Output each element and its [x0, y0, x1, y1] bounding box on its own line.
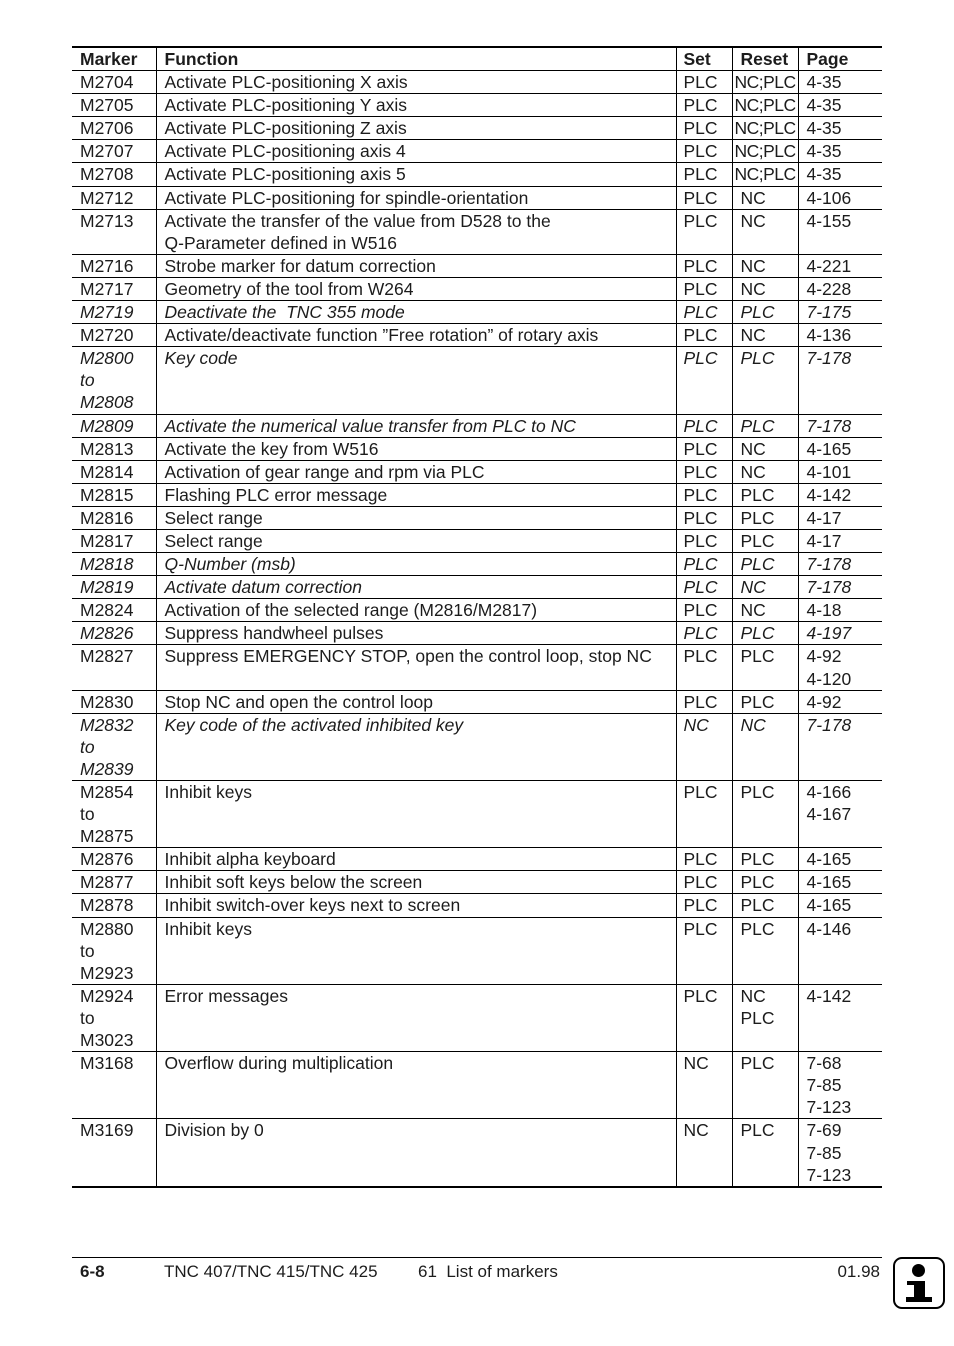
page-cell: 4-35: [798, 117, 882, 140]
reset-cell: NC: [732, 209, 798, 254]
reset-cell: NC;PLC: [732, 140, 798, 163]
function-cell: Flashing PLC error message: [156, 483, 676, 506]
page-cell: 7-178: [798, 553, 882, 576]
page-cell: 7-69 7-85 7-123: [798, 1119, 882, 1187]
reset-cell: PLC: [732, 529, 798, 552]
page-cell: 4-165: [798, 894, 882, 917]
table-row: [72, 848, 882, 871]
table-row: [72, 645, 882, 690]
function-cell: Inhibit keys: [156, 781, 676, 848]
table-header-row: [72, 47, 882, 71]
table-row: [72, 917, 882, 984]
page-cell: 4-35: [798, 163, 882, 186]
marker-cell: M2708: [72, 163, 156, 186]
reset-cell: PLC: [732, 871, 798, 894]
set-cell: PLC: [676, 622, 732, 645]
table-row: [72, 94, 882, 117]
marker-cell: M2704: [72, 71, 156, 94]
table-row: [72, 871, 882, 894]
table-row: [72, 347, 882, 414]
page-cell: 7-178: [798, 576, 882, 599]
function-cell: Activate PLC-positioning axis 4: [156, 140, 676, 163]
page-cell: 4-146: [798, 917, 882, 984]
reset-cell: PLC: [732, 781, 798, 848]
function-cell: Activate datum correction: [156, 576, 676, 599]
page-cell: 4-35: [798, 140, 882, 163]
page-cell: 4-165: [798, 871, 882, 894]
set-cell: PLC: [676, 848, 732, 871]
header-set: Set: [676, 47, 732, 71]
header-marker: Marker: [72, 47, 156, 71]
set-cell: PLC: [676, 871, 732, 894]
set-cell: NC: [676, 713, 732, 780]
reset-cell: NC;PLC: [732, 94, 798, 117]
function-cell: Inhibit soft keys below the screen: [156, 871, 676, 894]
page-cell: 4-18: [798, 599, 882, 622]
table-row: [72, 186, 882, 209]
function-cell: Division by 0: [156, 1119, 676, 1187]
reset-cell: PLC: [732, 690, 798, 713]
set-cell: NC: [676, 1119, 732, 1187]
info-icon-dot: [912, 1264, 925, 1277]
page-cell: 4-17: [798, 529, 882, 552]
set-cell: PLC: [676, 94, 732, 117]
marker-cell: M2880 to M2923: [72, 917, 156, 984]
set-cell: PLC: [676, 277, 732, 300]
marker-cell: M3169: [72, 1119, 156, 1187]
markers-table: [72, 46, 882, 1188]
reset-cell: NC: [732, 186, 798, 209]
reset-cell: NC: [732, 460, 798, 483]
page-cell: 4-166 4-167: [798, 781, 882, 848]
reset-cell: PLC: [732, 347, 798, 414]
header-page: Page: [798, 47, 882, 71]
table-row: [72, 506, 882, 529]
function-cell: Suppress EMERGENCY STOP, open the control loop, stop NC: [156, 645, 676, 690]
marker-cell: M2819: [72, 576, 156, 599]
marker-cell: M2809: [72, 414, 156, 437]
reset-cell: PLC: [732, 645, 798, 690]
footer-date: 01.98: [837, 1262, 880, 1281]
set-cell: PLC: [676, 186, 732, 209]
function-cell: Activate the transfer of the value from D528 to the Q-Parameter defined in W516: [156, 209, 676, 254]
marker-cell: M2813: [72, 437, 156, 460]
marker-cell: M2712: [72, 186, 156, 209]
reset-cell: NC: [732, 324, 798, 347]
function-cell: Activate the numerical value transfer from PLC to NC: [156, 414, 676, 437]
table-row: [72, 209, 882, 254]
function-cell: Activate PLC-positioning X axis: [156, 71, 676, 94]
marker-cell: M2924 to M3023: [72, 984, 156, 1051]
header-reset: Reset: [732, 47, 798, 71]
page-cell: 4-165: [798, 848, 882, 871]
set-cell: PLC: [676, 347, 732, 414]
marker-cell: M2877: [72, 871, 156, 894]
marker-cell: M2854 to M2875: [72, 781, 156, 848]
markers-table-body: [72, 71, 882, 1187]
set-cell: PLC: [676, 690, 732, 713]
set-cell: PLC: [676, 599, 732, 622]
set-cell: NC: [676, 1052, 732, 1119]
footer-product: TNC 407/TNC 415/TNC 425: [164, 1262, 378, 1281]
set-cell: PLC: [676, 506, 732, 529]
function-cell: Select range: [156, 529, 676, 552]
function-cell: Suppress handwheel pulses: [156, 622, 676, 645]
table-row: [72, 1052, 882, 1119]
marker-cell: M2717: [72, 277, 156, 300]
set-cell: PLC: [676, 437, 732, 460]
reset-cell: PLC: [732, 622, 798, 645]
set-cell: PLC: [676, 71, 732, 94]
reset-cell: NC;PLC: [732, 163, 798, 186]
function-cell: Q-Number (msb): [156, 553, 676, 576]
marker-cell: M2832 to M2839: [72, 713, 156, 780]
marker-cell: M2713: [72, 209, 156, 254]
page-cell: 4-142: [798, 984, 882, 1051]
function-cell: Activation of gear range and rpm via PLC: [156, 460, 676, 483]
set-cell: PLC: [676, 917, 732, 984]
set-cell: PLC: [676, 645, 732, 690]
page-cell: 4-35: [798, 71, 882, 94]
set-cell: PLC: [676, 460, 732, 483]
table-row: [72, 483, 882, 506]
function-cell: Activate PLC-positioning Z axis: [156, 117, 676, 140]
table-row: [72, 71, 882, 94]
page-cell: 4-92: [798, 690, 882, 713]
marker-cell: M2826: [72, 622, 156, 645]
marker-cell: M2876: [72, 848, 156, 871]
footer-rule: [72, 1257, 882, 1258]
marker-cell: M2716: [72, 254, 156, 277]
marker-cell: M2817: [72, 529, 156, 552]
reset-cell: NC: [732, 277, 798, 300]
table-row: [72, 894, 882, 917]
set-cell: PLC: [676, 163, 732, 186]
function-cell: Inhibit switch-over keys next to screen: [156, 894, 676, 917]
page-cell: 4-106: [798, 186, 882, 209]
reset-cell: NC: [732, 254, 798, 277]
page-cell: 7-178: [798, 713, 882, 780]
header-function: Function: [156, 47, 676, 71]
marker-cell: M2830: [72, 690, 156, 713]
set-cell: PLC: [676, 781, 732, 848]
reset-cell: NC;PLC: [732, 71, 798, 94]
marker-cell: M2800 to M2808: [72, 347, 156, 414]
marker-cell: M2706: [72, 117, 156, 140]
reset-cell: NC: [732, 576, 798, 599]
marker-cell: M2818: [72, 553, 156, 576]
page-cell: 4-197: [798, 622, 882, 645]
reset-cell: PLC: [732, 1052, 798, 1119]
page-cell: 4-101: [798, 460, 882, 483]
footer-page-number: 6-8: [80, 1262, 105, 1281]
marker-cell: M2719: [72, 301, 156, 324]
set-cell: PLC: [676, 894, 732, 917]
marker-cell: M2827: [72, 645, 156, 690]
table-row: [72, 460, 882, 483]
table-row: [72, 140, 882, 163]
page-cell: 4-155: [798, 209, 882, 254]
info-icon-serif-base: [906, 1297, 932, 1302]
marker-cell: M2814: [72, 460, 156, 483]
set-cell: PLC: [676, 254, 732, 277]
reset-cell: NC;PLC: [732, 117, 798, 140]
table-row: [72, 301, 882, 324]
page-cell: 4-165: [798, 437, 882, 460]
page-cell: 7-175: [798, 301, 882, 324]
set-cell: PLC: [676, 414, 732, 437]
reset-cell: PLC: [732, 917, 798, 984]
table-row: [72, 163, 882, 186]
function-cell: Error messages: [156, 984, 676, 1051]
set-cell: PLC: [676, 529, 732, 552]
set-cell: PLC: [676, 576, 732, 599]
table-row: [72, 1119, 882, 1187]
function-cell: Deactivate the TNC 355 mode: [156, 301, 676, 324]
function-cell: Inhibit keys: [156, 917, 676, 984]
reset-cell: PLC: [732, 414, 798, 437]
reset-cell: PLC: [732, 848, 798, 871]
set-cell: PLC: [676, 483, 732, 506]
info-icon: [893, 1257, 945, 1309]
table-row: [72, 713, 882, 780]
table-row: [72, 690, 882, 713]
marker-cell: M2720: [72, 324, 156, 347]
table-row: [72, 984, 882, 1051]
function-cell: Activate/deactivate function ”Free rotation” of rotary axis: [156, 324, 676, 347]
table-row: [72, 414, 882, 437]
table-row: [72, 117, 882, 140]
function-cell: Activate PLC-positioning for spindle-orientation: [156, 186, 676, 209]
reset-cell: NC: [732, 599, 798, 622]
function-cell: Activation of the selected range (M2816/M2817): [156, 599, 676, 622]
reset-cell: NC: [732, 713, 798, 780]
function-cell: Geometry of the tool from W264: [156, 277, 676, 300]
reset-cell: NC PLC: [732, 984, 798, 1051]
reset-cell: PLC: [732, 506, 798, 529]
page-cell: 4-92 4-120: [798, 645, 882, 690]
page-cell: 4-228: [798, 277, 882, 300]
table-row: [72, 553, 882, 576]
table-row: [72, 781, 882, 848]
set-cell: PLC: [676, 140, 732, 163]
function-cell: Stop NC and open the control loop: [156, 690, 676, 713]
marker-cell: M2878: [72, 894, 156, 917]
reset-cell: PLC: [732, 1119, 798, 1187]
marker-cell: M2824: [72, 599, 156, 622]
page-cell: 4-221: [798, 254, 882, 277]
reset-cell: PLC: [732, 301, 798, 324]
reset-cell: PLC: [732, 553, 798, 576]
reset-cell: NC: [732, 437, 798, 460]
set-cell: PLC: [676, 209, 732, 254]
function-cell: Select range: [156, 506, 676, 529]
marker-cell: M2816: [72, 506, 156, 529]
marker-cell: M2705: [72, 94, 156, 117]
marker-cell: M2815: [72, 483, 156, 506]
page-cell: 4-17: [798, 506, 882, 529]
table-row: [72, 599, 882, 622]
function-cell: Overflow during multiplication: [156, 1052, 676, 1119]
table-row: [72, 277, 882, 300]
table-row: [72, 324, 882, 347]
set-cell: PLC: [676, 984, 732, 1051]
table-row: [72, 529, 882, 552]
function-cell: Activate the key from W516: [156, 437, 676, 460]
reset-cell: PLC: [732, 894, 798, 917]
reset-cell: PLC: [732, 483, 798, 506]
page-cell: 7-178: [798, 414, 882, 437]
function-cell: Key code of the activated inhibited key: [156, 713, 676, 780]
table-row: [72, 437, 882, 460]
table-row: [72, 622, 882, 645]
table-row: [72, 576, 882, 599]
function-cell: Strobe marker for datum correction: [156, 254, 676, 277]
function-cell: Key code: [156, 347, 676, 414]
set-cell: PLC: [676, 117, 732, 140]
page-cell: 7-68 7-85 7-123: [798, 1052, 882, 1119]
marker-cell: M2707: [72, 140, 156, 163]
page-cell: 4-142: [798, 483, 882, 506]
set-cell: PLC: [676, 553, 732, 576]
footer-chapter: 61 List of markers: [418, 1262, 558, 1281]
set-cell: PLC: [676, 324, 732, 347]
table-row: [72, 254, 882, 277]
set-cell: PLC: [676, 301, 732, 324]
function-cell: Activate PLC-positioning axis 5: [156, 163, 676, 186]
page-cell: 4-35: [798, 94, 882, 117]
marker-cell: M3168: [72, 1052, 156, 1119]
page-cell: 7-178: [798, 347, 882, 414]
function-cell: Activate PLC-positioning Y axis: [156, 94, 676, 117]
page-cell: 4-136: [798, 324, 882, 347]
function-cell: Inhibit alpha keyboard: [156, 848, 676, 871]
